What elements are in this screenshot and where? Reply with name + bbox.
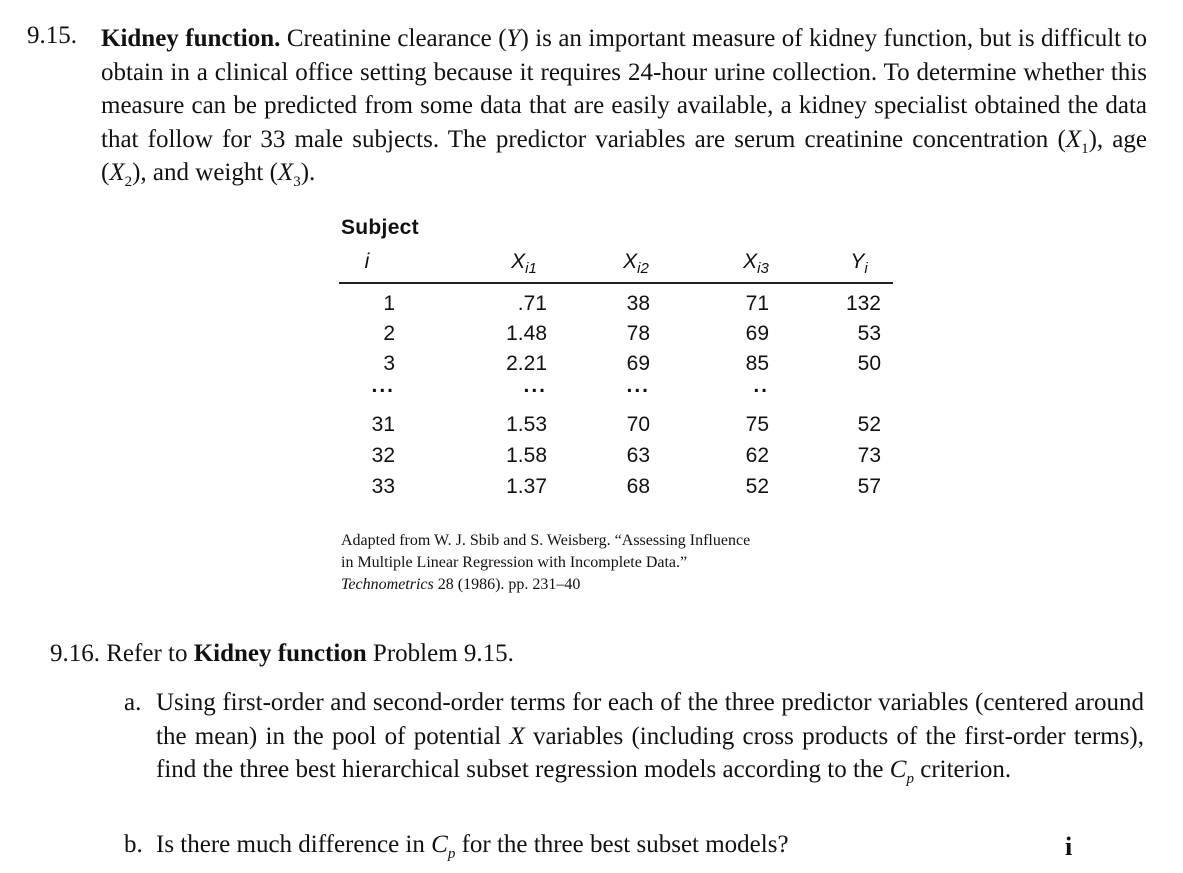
problem-statement: Kidney function. Creatinine clearance (Y) is an important measure of kidney function, but is difficult to obtain in a clinical office setting because it requires 24-hour urine collection. To determine whether this measure can be predicted from some data that are easily available, a kidney specialist obtained the data that follow for 33 male subjects. The predictor variables are serum creatinine concentration $(X_1)$, age $(X_2)$, and weight $(X_3)$. [101, 25, 1147, 190]
part-a-text: Using first-order and second-order terms for each of the three predictor variables (centered around the mean) in the pool of potential X variables (including cross products of the first-order terms), find the three best hierarchical subset regression models according to the $C_p$ criterion. [156, 689, 1145, 787]
subject-header: Subject [341, 216, 419, 239]
handwritten-mark: i [1065, 832, 1073, 861]
part-b-text: Is there much difference in $C_p$ for the three best subset models? [156, 831, 789, 862]
col-header-x1: $X_{i1}$ [511, 250, 537, 278]
table-row: 1 .71 38 71 132 [383, 292, 881, 315]
table-row: 3 2.21 69 85 50 [383, 352, 881, 375]
col-header-y: $Y_i$ [850, 250, 868, 278]
part-a-label: a. [124, 689, 142, 716]
source-citation: Adapted from W. J. Sbib and S. Weisberg. “Assessing Influence in Multiple Linear Regression with Incomplete Data.” Technometrics 28 (1986). pp. 231–40 [341, 532, 751, 593]
table-row-ellipsis: ... ... ... .. [371, 374, 769, 397]
table-header-row [339, 250, 899, 280]
part-b-label: b. [124, 831, 143, 858]
problem-title: Kidney function. [101, 25, 281, 52]
problem-number: 9.15. [27, 22, 77, 49]
table-header-rule [339, 282, 893, 284]
part-a [124, 686, 1144, 787]
table-row: 31 1.53 70 75 52 [371, 413, 881, 436]
problem-9-15 [27, 14, 1147, 190]
part-b [124, 828, 1144, 862]
journal-name: Technometrics [341, 576, 434, 593]
problem-9-16-heading: 9.16. Refer to Kidney function Problem 9.15. [50, 640, 514, 667]
problem-number: 9.16. [50, 640, 100, 667]
col-header-x2: $X_{i2}$ [623, 250, 649, 278]
table-row: 2 1.48 78 69 53 [383, 322, 881, 345]
table-row: 32 1.58 63 62 73 [371, 444, 881, 467]
table-row: 33 1.37 68 52 57 [371, 475, 881, 498]
col-header-i: i [364, 250, 370, 273]
col-header-x3: $X_{i3}$ [743, 250, 769, 278]
